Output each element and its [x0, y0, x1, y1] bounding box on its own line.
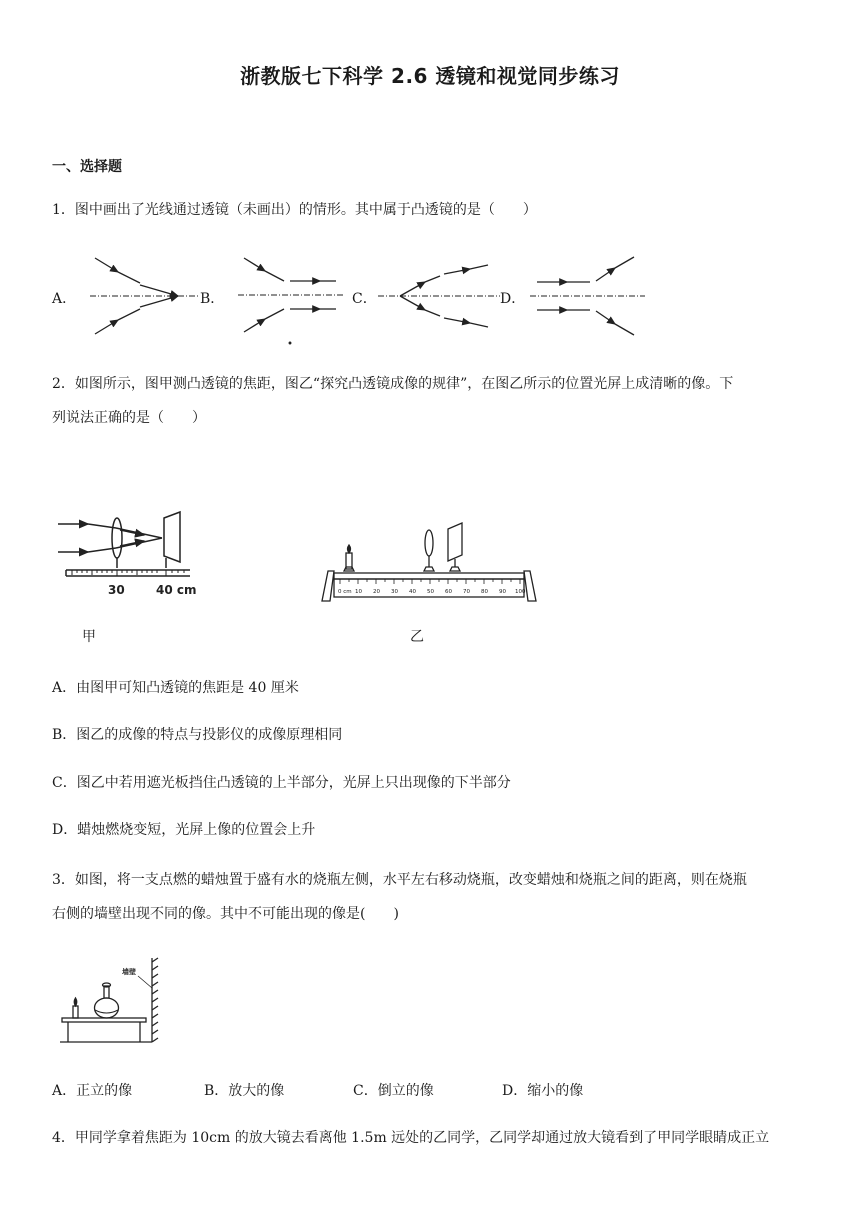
question-3-stem-line-2: 右侧的墙壁出现不同的像。其中不可能出现的像是( ) [52, 906, 399, 922]
section-heading: 一、选择题 [52, 159, 122, 175]
q2-yi-scale-80: 80 [481, 589, 488, 595]
q2-jia-tick-30: 30 [108, 583, 125, 597]
q2-yi-scale-50: 50 [427, 589, 434, 595]
q2-figure-jia-label: 甲 [82, 629, 96, 645]
q2-yi-ruler-ticks [340, 579, 520, 584]
q2-yi-scale-labels [338, 589, 526, 595]
q2-yi-scale-30: 30 [391, 589, 398, 595]
q1-option-d-label: D． [500, 291, 526, 307]
q2-figure-yi [320, 515, 540, 605]
q3-option-b: B．放大的像 [204, 1083, 285, 1099]
q3-option-a: A．正立的像 [52, 1083, 133, 1099]
q2-option-d: D．蜡烛燃烧变短，光屏上像的位置会上升 [52, 822, 316, 838]
question-2-stem-line-1: 2．如图所示，图甲测凸透镜的焦距，图乙“探究凸透镜成像的规律”，在图乙所示的位置光屏上成清晰的像。下 [52, 376, 734, 392]
q1-option-c-label: C． [352, 291, 377, 307]
q2-yi-scale-100: 100 [515, 589, 526, 595]
page-title: 浙教版七下科学 2.6 透镜和视觉同步练习 [240, 64, 620, 88]
q2-yi-scale-20: 20 [373, 589, 380, 595]
q1-diagram-b [238, 258, 345, 344]
question-3-stem-line-1: 3．如图，将一支点燃的蜡烛置于盛有水的烧瓶左侧，水平左右移动烧瓶，改变蜡烛和烧瓶之间的距离，则在烧瓶 [52, 872, 747, 888]
q2-jia-ruler-ticks [72, 570, 184, 576]
q2-option-c: C．图乙中若用遮光板挡住凸透镜的上半部分，光屏上只出现像的下半部分 [52, 775, 511, 791]
q2-yi-scale-40: 40 [409, 589, 416, 595]
q2-option-b: B．图乙的成像的特点与投影仪的成像原理相同 [52, 727, 343, 743]
q3-figure-candle-flask-wall [58, 956, 168, 1046]
q2-figure-jia [52, 508, 202, 604]
q2-option-a: A．由图甲可知凸透镜的焦距是 40 厘米 [52, 680, 299, 696]
q3-option-c: C．倒立的像 [353, 1083, 434, 1099]
q3-wall-label: 墙壁 [122, 968, 136, 976]
q2-yi-scale-70: 70 [463, 589, 470, 595]
question-1-stem: 1．图中画出了光线通过透镜（未画出）的情形。其中属于凸透镜的是（ ） [52, 202, 537, 218]
q1-option-b-label: B． [200, 291, 225, 307]
q1-ray-diagrams [0, 240, 860, 350]
q2-yi-scale-0: 0 cm [338, 589, 352, 595]
q2-jia-tick-40: 40 cm [156, 583, 197, 597]
q1-diagram-a [90, 258, 200, 334]
q2-yi-scale-60: 60 [445, 589, 452, 595]
q2-yi-scale-90: 90 [499, 589, 506, 595]
q1-diagram-d [530, 257, 645, 335]
question-2-stem-line-2: 列说法正确的是（ ） [52, 410, 206, 426]
q1-option-a-label: A． [52, 291, 77, 307]
q3-option-d: D．缩小的像 [502, 1083, 584, 1099]
q1-diagram-c [378, 265, 500, 327]
q2-figure-yi-label: 乙 [410, 629, 424, 645]
question-4-stem-line-1: 4．甲同学拿着焦距为 10cm 的放大镜去看离他 1.5m 远处的乙同学，乙同学却通过放大镜看到了甲同学眼睛成正立 [52, 1130, 770, 1146]
q2-yi-scale-10: 10 [355, 589, 362, 595]
